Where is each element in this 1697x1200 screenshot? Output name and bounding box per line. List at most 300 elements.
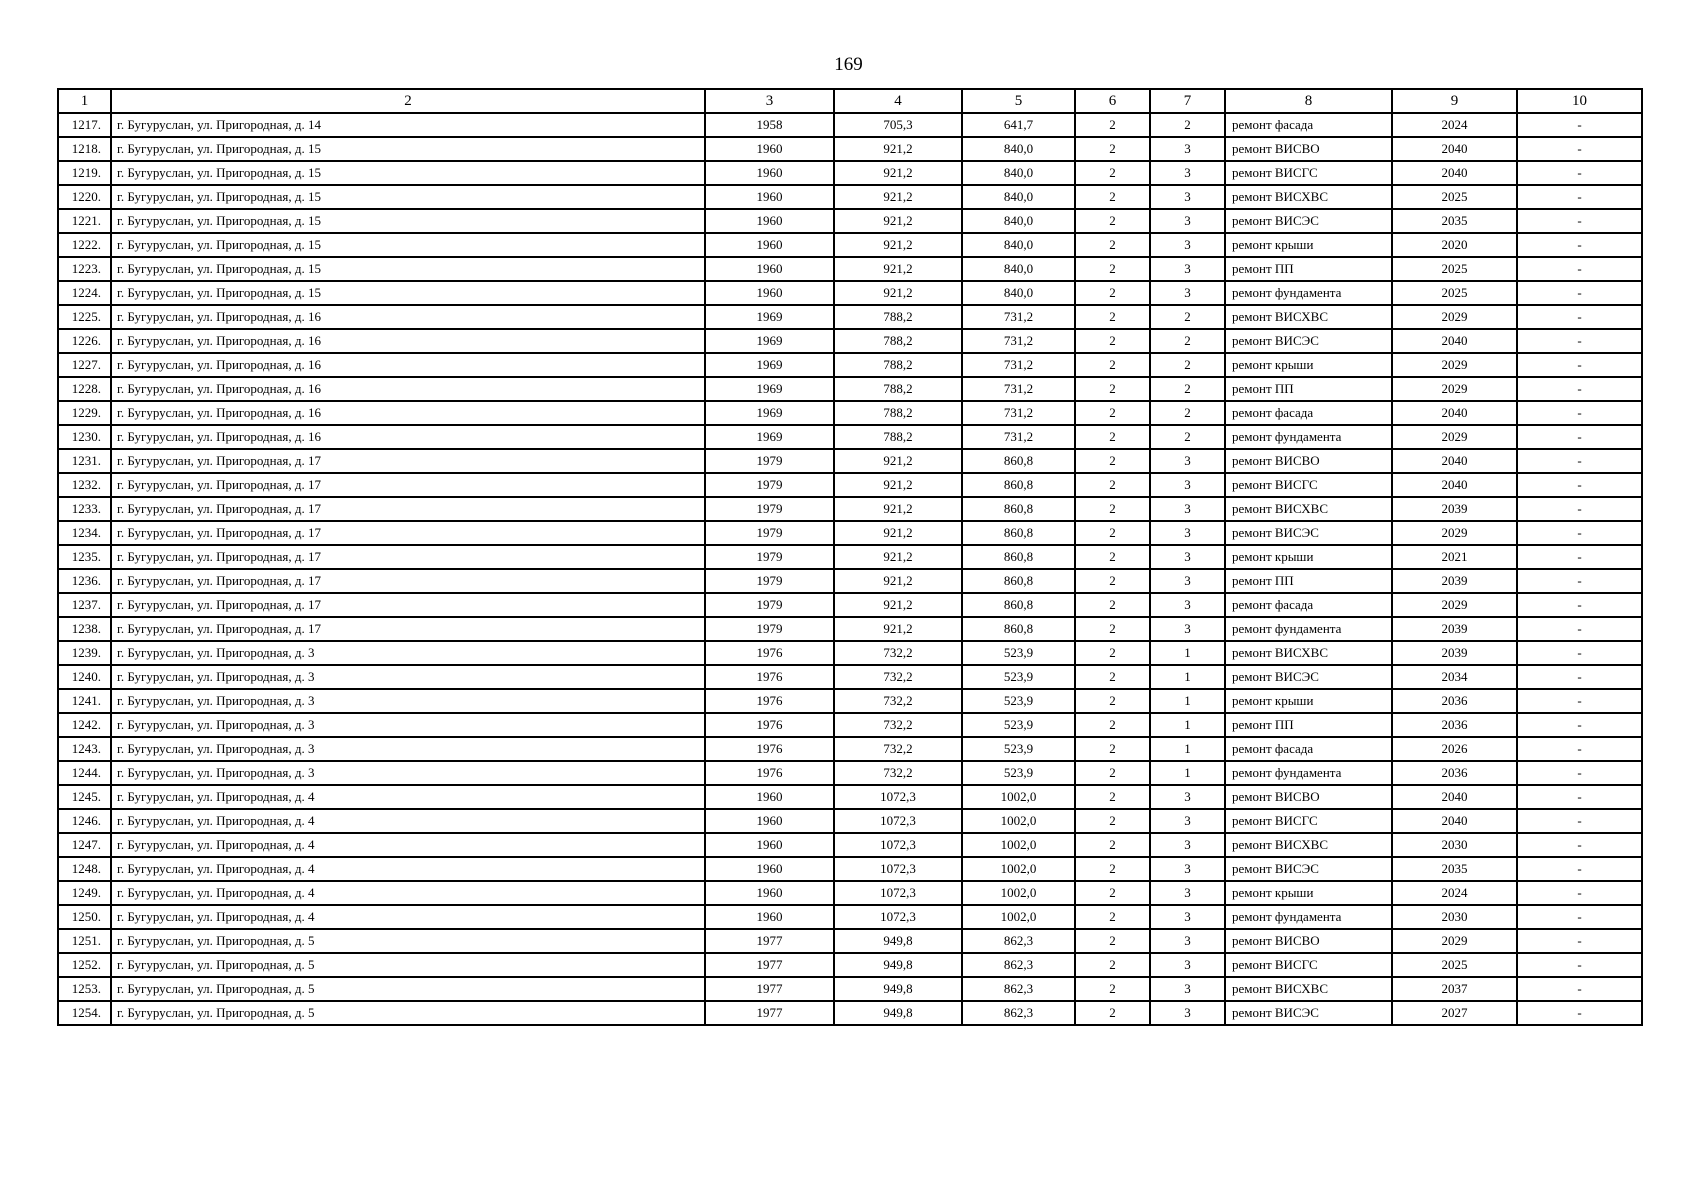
repair-schedule-table <box>57 88 1643 1026</box>
cell-planned-year: 2040 <box>1392 809 1517 833</box>
cell-row-number: 1232. <box>58 473 111 497</box>
cell-work-type: ремонт фундамента <box>1225 281 1392 305</box>
table-row <box>58 497 1642 521</box>
cell-total-area: 705,3 <box>834 113 962 137</box>
cell-row-number: 1246. <box>58 809 111 833</box>
cell-total-area: 949,8 <box>834 929 962 953</box>
cell-address: г. Бугуруслан, ул. Пригородная, д. 14 <box>111 113 705 137</box>
cell-work-type: ремонт ВИСХВС <box>1225 833 1392 857</box>
cell-note: - <box>1517 185 1642 209</box>
table-row <box>58 281 1642 305</box>
cell-total-area: 949,8 <box>834 977 962 1001</box>
cell-planned-year: 2025 <box>1392 953 1517 977</box>
cell-build-year: 1960 <box>705 185 834 209</box>
cell-floors: 2 <box>1075 281 1150 305</box>
cell-living-area: 840,0 <box>962 137 1075 161</box>
cell-planned-year: 2029 <box>1392 305 1517 329</box>
cell-planned-year: 2027 <box>1392 1001 1517 1025</box>
cell-floors: 2 <box>1075 209 1150 233</box>
table-row <box>58 449 1642 473</box>
cell-build-year: 1969 <box>705 305 834 329</box>
cell-note: - <box>1517 809 1642 833</box>
cell-total-area: 921,2 <box>834 161 962 185</box>
cell-total-area: 732,2 <box>834 641 962 665</box>
cell-address: г. Бугуруслан, ул. Пригородная, д. 16 <box>111 401 705 425</box>
cell-build-year: 1960 <box>705 785 834 809</box>
cell-row-number: 1235. <box>58 545 111 569</box>
cell-planned-year: 2037 <box>1392 977 1517 1001</box>
cell-work-type: ремонт фундамента <box>1225 425 1392 449</box>
cell-living-area: 523,9 <box>962 641 1075 665</box>
cell-entrances: 1 <box>1150 737 1225 761</box>
cell-total-area: 1072,3 <box>834 785 962 809</box>
cell-total-area: 921,2 <box>834 233 962 257</box>
cell-note: - <box>1517 593 1642 617</box>
cell-total-area: 732,2 <box>834 665 962 689</box>
table-row <box>58 305 1642 329</box>
table-row <box>58 713 1642 737</box>
cell-row-number: 1229. <box>58 401 111 425</box>
cell-planned-year: 2040 <box>1392 161 1517 185</box>
cell-floors: 2 <box>1075 569 1150 593</box>
cell-build-year: 1979 <box>705 449 834 473</box>
cell-note: - <box>1517 353 1642 377</box>
cell-work-type: ремонт крыши <box>1225 689 1392 713</box>
cell-note: - <box>1517 449 1642 473</box>
cell-address: г. Бугуруслан, ул. Пригородная, д. 17 <box>111 521 705 545</box>
cell-total-area: 732,2 <box>834 761 962 785</box>
cell-living-area: 523,9 <box>962 761 1075 785</box>
cell-build-year: 1976 <box>705 641 834 665</box>
cell-living-area: 731,2 <box>962 329 1075 353</box>
table-row <box>58 521 1642 545</box>
cell-living-area: 1002,0 <box>962 833 1075 857</box>
cell-build-year: 1960 <box>705 161 834 185</box>
cell-entrances: 2 <box>1150 425 1225 449</box>
cell-build-year: 1979 <box>705 593 834 617</box>
table-row <box>58 785 1642 809</box>
table-row <box>58 617 1642 641</box>
cell-floors: 2 <box>1075 545 1150 569</box>
cell-living-area: 840,0 <box>962 161 1075 185</box>
cell-total-area: 788,2 <box>834 401 962 425</box>
cell-row-number: 1218. <box>58 137 111 161</box>
cell-row-number: 1221. <box>58 209 111 233</box>
cell-address: г. Бугуруслан, ул. Пригородная, д. 16 <box>111 425 705 449</box>
cell-row-number: 1231. <box>58 449 111 473</box>
cell-total-area: 921,2 <box>834 473 962 497</box>
cell-entrances: 3 <box>1150 905 1225 929</box>
table-row <box>58 641 1642 665</box>
cell-row-number: 1243. <box>58 737 111 761</box>
cell-build-year: 1977 <box>705 953 834 977</box>
table-row <box>58 329 1642 353</box>
cell-floors: 2 <box>1075 449 1150 473</box>
cell-planned-year: 2020 <box>1392 233 1517 257</box>
cell-floors: 2 <box>1075 833 1150 857</box>
table-row <box>58 473 1642 497</box>
cell-living-area: 1002,0 <box>962 905 1075 929</box>
cell-living-area: 862,3 <box>962 953 1075 977</box>
cell-entrances: 3 <box>1150 209 1225 233</box>
cell-floors: 2 <box>1075 377 1150 401</box>
cell-note: - <box>1517 329 1642 353</box>
cell-address: г. Бугуруслан, ул. Пригородная, д. 5 <box>111 929 705 953</box>
cell-work-type: ремонт крыши <box>1225 353 1392 377</box>
cell-planned-year: 2040 <box>1392 449 1517 473</box>
cell-build-year: 1969 <box>705 353 834 377</box>
cell-floors: 2 <box>1075 497 1150 521</box>
table-row <box>58 977 1642 1001</box>
cell-planned-year: 2034 <box>1392 665 1517 689</box>
cell-total-area: 921,2 <box>834 257 962 281</box>
column-header-1: 1 <box>58 89 111 113</box>
cell-planned-year: 2036 <box>1392 689 1517 713</box>
cell-address: г. Бугуруслан, ул. Пригородная, д. 3 <box>111 689 705 713</box>
cell-living-area: 523,9 <box>962 665 1075 689</box>
cell-floors: 2 <box>1075 977 1150 1001</box>
cell-build-year: 1958 <box>705 113 834 137</box>
cell-address: г. Бугуруслан, ул. Пригородная, д. 15 <box>111 257 705 281</box>
table-row <box>58 737 1642 761</box>
cell-build-year: 1969 <box>705 329 834 353</box>
cell-address: г. Бугуруслан, ул. Пригородная, д. 4 <box>111 857 705 881</box>
cell-total-area: 788,2 <box>834 305 962 329</box>
cell-total-area: 949,8 <box>834 953 962 977</box>
cell-planned-year: 2040 <box>1392 785 1517 809</box>
cell-living-area: 1002,0 <box>962 881 1075 905</box>
cell-living-area: 1002,0 <box>962 785 1075 809</box>
cell-note: - <box>1517 425 1642 449</box>
cell-row-number: 1234. <box>58 521 111 545</box>
cell-address: г. Бугуруслан, ул. Пригородная, д. 5 <box>111 1001 705 1025</box>
cell-address: г. Бугуруслан, ул. Пригородная, д. 4 <box>111 905 705 929</box>
cell-build-year: 1979 <box>705 521 834 545</box>
cell-work-type: ремонт ВИСВО <box>1225 137 1392 161</box>
cell-living-area: 860,8 <box>962 545 1075 569</box>
cell-work-type: ремонт ВИСХВС <box>1225 185 1392 209</box>
cell-floors: 2 <box>1075 905 1150 929</box>
cell-note: - <box>1517 545 1642 569</box>
cell-address: г. Бугуруслан, ул. Пригородная, д. 4 <box>111 809 705 833</box>
cell-floors: 2 <box>1075 137 1150 161</box>
cell-work-type: ремонт ВИСВО <box>1225 785 1392 809</box>
cell-total-area: 732,2 <box>834 737 962 761</box>
cell-living-area: 862,3 <box>962 929 1075 953</box>
cell-floors: 2 <box>1075 593 1150 617</box>
cell-build-year: 1960 <box>705 905 834 929</box>
cell-build-year: 1960 <box>705 833 834 857</box>
cell-build-year: 1969 <box>705 401 834 425</box>
cell-entrances: 3 <box>1150 857 1225 881</box>
cell-floors: 2 <box>1075 857 1150 881</box>
cell-row-number: 1252. <box>58 953 111 977</box>
cell-work-type: ремонт ВИСЭС <box>1225 329 1392 353</box>
cell-address: г. Бугуруслан, ул. Пригородная, д. 15 <box>111 137 705 161</box>
cell-build-year: 1960 <box>705 233 834 257</box>
table-row <box>58 545 1642 569</box>
cell-note: - <box>1517 281 1642 305</box>
cell-floors: 2 <box>1075 689 1150 713</box>
cell-floors: 2 <box>1075 737 1150 761</box>
cell-work-type: ремонт ВИСГС <box>1225 161 1392 185</box>
cell-total-area: 732,2 <box>834 713 962 737</box>
cell-planned-year: 2025 <box>1392 281 1517 305</box>
cell-address: г. Бугуруслан, ул. Пригородная, д. 3 <box>111 641 705 665</box>
cell-build-year: 1979 <box>705 497 834 521</box>
cell-row-number: 1239. <box>58 641 111 665</box>
cell-address: г. Бугуруслан, ул. Пригородная, д. 15 <box>111 233 705 257</box>
cell-build-year: 1969 <box>705 377 834 401</box>
cell-planned-year: 2040 <box>1392 401 1517 425</box>
table-row <box>58 113 1642 137</box>
cell-entrances: 1 <box>1150 713 1225 737</box>
cell-address: г. Бугуруслан, ул. Пригородная, д. 3 <box>111 737 705 761</box>
cell-floors: 2 <box>1075 233 1150 257</box>
cell-build-year: 1969 <box>705 425 834 449</box>
cell-living-area: 860,8 <box>962 521 1075 545</box>
cell-note: - <box>1517 665 1642 689</box>
cell-build-year: 1976 <box>705 665 834 689</box>
cell-living-area: 840,0 <box>962 257 1075 281</box>
cell-planned-year: 2039 <box>1392 497 1517 521</box>
cell-work-type: ремонт фундамента <box>1225 905 1392 929</box>
cell-work-type: ремонт ПП <box>1225 257 1392 281</box>
cell-living-area: 862,3 <box>962 1001 1075 1025</box>
cell-planned-year: 2021 <box>1392 545 1517 569</box>
cell-note: - <box>1517 521 1642 545</box>
cell-note: - <box>1517 305 1642 329</box>
cell-work-type: ремонт ПП <box>1225 377 1392 401</box>
cell-total-area: 1072,3 <box>834 857 962 881</box>
cell-work-type: ремонт ВИСЭС <box>1225 665 1392 689</box>
cell-planned-year: 2036 <box>1392 713 1517 737</box>
column-header-3: 3 <box>705 89 834 113</box>
cell-row-number: 1253. <box>58 977 111 1001</box>
cell-row-number: 1217. <box>58 113 111 137</box>
cell-note: - <box>1517 113 1642 137</box>
cell-build-year: 1960 <box>705 209 834 233</box>
cell-entrances: 3 <box>1150 497 1225 521</box>
cell-floors: 2 <box>1075 761 1150 785</box>
cell-note: - <box>1517 137 1642 161</box>
cell-entrances: 2 <box>1150 377 1225 401</box>
cell-work-type: ремонт фундамента <box>1225 617 1392 641</box>
cell-note: - <box>1517 881 1642 905</box>
cell-row-number: 1242. <box>58 713 111 737</box>
cell-address: г. Бугуруслан, ул. Пригородная, д. 3 <box>111 761 705 785</box>
column-header-9: 9 <box>1392 89 1517 113</box>
cell-work-type: ремонт ВИСЭС <box>1225 521 1392 545</box>
table-row <box>58 353 1642 377</box>
table-row <box>58 833 1642 857</box>
cell-note: - <box>1517 1001 1642 1025</box>
cell-total-area: 921,2 <box>834 497 962 521</box>
cell-build-year: 1977 <box>705 977 834 1001</box>
cell-note: - <box>1517 857 1642 881</box>
cell-total-area: 921,2 <box>834 209 962 233</box>
cell-note: - <box>1517 617 1642 641</box>
cell-entrances: 2 <box>1150 113 1225 137</box>
cell-planned-year: 2025 <box>1392 257 1517 281</box>
cell-row-number: 1223. <box>58 257 111 281</box>
cell-entrances: 3 <box>1150 473 1225 497</box>
cell-build-year: 1960 <box>705 137 834 161</box>
cell-total-area: 921,2 <box>834 185 962 209</box>
cell-work-type: ремонт фасада <box>1225 593 1392 617</box>
cell-floors: 2 <box>1075 641 1150 665</box>
cell-living-area: 1002,0 <box>962 857 1075 881</box>
cell-entrances: 2 <box>1150 329 1225 353</box>
cell-living-area: 840,0 <box>962 209 1075 233</box>
cell-entrances: 3 <box>1150 449 1225 473</box>
cell-planned-year: 2029 <box>1392 929 1517 953</box>
cell-build-year: 1960 <box>705 281 834 305</box>
cell-address: г. Бугуруслан, ул. Пригородная, д. 16 <box>111 305 705 329</box>
cell-floors: 2 <box>1075 353 1150 377</box>
cell-entrances: 3 <box>1150 977 1225 1001</box>
cell-entrances: 3 <box>1150 953 1225 977</box>
cell-total-area: 949,8 <box>834 1001 962 1025</box>
cell-work-type: ремонт фундамента <box>1225 761 1392 785</box>
cell-total-area: 921,2 <box>834 449 962 473</box>
cell-total-area: 921,2 <box>834 545 962 569</box>
cell-row-number: 1250. <box>58 905 111 929</box>
cell-planned-year: 2039 <box>1392 641 1517 665</box>
cell-work-type: ремонт ВИСЭС <box>1225 857 1392 881</box>
cell-build-year: 1960 <box>705 809 834 833</box>
cell-row-number: 1251. <box>58 929 111 953</box>
cell-entrances: 3 <box>1150 137 1225 161</box>
cell-address: г. Бугуруслан, ул. Пригородная, д. 17 <box>111 497 705 521</box>
cell-planned-year: 2029 <box>1392 353 1517 377</box>
cell-entrances: 3 <box>1150 881 1225 905</box>
cell-row-number: 1241. <box>58 689 111 713</box>
table-row <box>58 809 1642 833</box>
cell-entrances: 3 <box>1150 161 1225 185</box>
cell-work-type: ремонт ВИСВО <box>1225 449 1392 473</box>
cell-living-area: 1002,0 <box>962 809 1075 833</box>
cell-build-year: 1979 <box>705 473 834 497</box>
cell-address: г. Бугуруслан, ул. Пригородная, д. 17 <box>111 569 705 593</box>
cell-build-year: 1960 <box>705 881 834 905</box>
cell-planned-year: 2030 <box>1392 833 1517 857</box>
cell-living-area: 523,9 <box>962 737 1075 761</box>
cell-work-type: ремонт ВИСГС <box>1225 953 1392 977</box>
cell-row-number: 1228. <box>58 377 111 401</box>
cell-work-type: ремонт фасада <box>1225 113 1392 137</box>
table-row <box>58 857 1642 881</box>
cell-note: - <box>1517 905 1642 929</box>
cell-row-number: 1227. <box>58 353 111 377</box>
cell-living-area: 860,8 <box>962 593 1075 617</box>
cell-entrances: 1 <box>1150 761 1225 785</box>
cell-note: - <box>1517 569 1642 593</box>
cell-total-area: 921,2 <box>834 593 962 617</box>
column-header-6: 6 <box>1075 89 1150 113</box>
cell-entrances: 3 <box>1150 233 1225 257</box>
cell-living-area: 523,9 <box>962 713 1075 737</box>
cell-build-year: 1976 <box>705 761 834 785</box>
table-row <box>58 185 1642 209</box>
cell-build-year: 1960 <box>705 857 834 881</box>
table-body <box>58 113 1642 1025</box>
table-row <box>58 929 1642 953</box>
cell-floors: 2 <box>1075 953 1150 977</box>
cell-note: - <box>1517 209 1642 233</box>
cell-planned-year: 2036 <box>1392 761 1517 785</box>
cell-build-year: 1977 <box>705 929 834 953</box>
cell-work-type: ремонт крыши <box>1225 545 1392 569</box>
cell-note: - <box>1517 953 1642 977</box>
cell-floors: 2 <box>1075 785 1150 809</box>
cell-work-type: ремонт ВИСГС <box>1225 809 1392 833</box>
cell-total-area: 788,2 <box>834 377 962 401</box>
table-row <box>58 905 1642 929</box>
cell-living-area: 731,2 <box>962 377 1075 401</box>
cell-work-type: ремонт крыши <box>1225 233 1392 257</box>
column-header-5: 5 <box>962 89 1075 113</box>
cell-work-type: ремонт ВИСХВС <box>1225 305 1392 329</box>
table-row <box>58 881 1642 905</box>
cell-note: - <box>1517 641 1642 665</box>
cell-note: - <box>1517 257 1642 281</box>
table-row <box>58 377 1642 401</box>
table-row <box>58 209 1642 233</box>
table-row <box>58 761 1642 785</box>
cell-entrances: 3 <box>1150 185 1225 209</box>
cell-living-area: 860,8 <box>962 569 1075 593</box>
table-row <box>58 401 1642 425</box>
cell-floors: 2 <box>1075 161 1150 185</box>
column-header-10: 10 <box>1517 89 1642 113</box>
column-header-4: 4 <box>834 89 962 113</box>
page-number: 169 <box>834 54 863 75</box>
cell-build-year: 1976 <box>705 689 834 713</box>
table-row <box>58 425 1642 449</box>
cell-address: г. Бугуруслан, ул. Пригородная, д. 4 <box>111 881 705 905</box>
cell-row-number: 1222. <box>58 233 111 257</box>
cell-address: г. Бугуруслан, ул. Пригородная, д. 15 <box>111 209 705 233</box>
cell-planned-year: 2040 <box>1392 137 1517 161</box>
cell-row-number: 1254. <box>58 1001 111 1025</box>
cell-work-type: ремонт ПП <box>1225 713 1392 737</box>
cell-entrances: 3 <box>1150 593 1225 617</box>
cell-total-area: 921,2 <box>834 569 962 593</box>
cell-note: - <box>1517 401 1642 425</box>
cell-planned-year: 2024 <box>1392 113 1517 137</box>
cell-total-area: 732,2 <box>834 689 962 713</box>
header-row <box>58 89 1642 113</box>
table-row <box>58 161 1642 185</box>
cell-entrances: 3 <box>1150 545 1225 569</box>
cell-entrances: 2 <box>1150 305 1225 329</box>
cell-entrances: 3 <box>1150 617 1225 641</box>
cell-entrances: 1 <box>1150 665 1225 689</box>
cell-entrances: 3 <box>1150 809 1225 833</box>
cell-living-area: 523,9 <box>962 689 1075 713</box>
cell-entrances: 3 <box>1150 929 1225 953</box>
cell-planned-year: 2025 <box>1392 185 1517 209</box>
cell-floors: 2 <box>1075 521 1150 545</box>
cell-planned-year: 2039 <box>1392 617 1517 641</box>
table-header <box>58 89 1642 113</box>
cell-note: - <box>1517 929 1642 953</box>
cell-work-type: ремонт фасада <box>1225 737 1392 761</box>
cell-living-area: 731,2 <box>962 425 1075 449</box>
cell-living-area: 731,2 <box>962 353 1075 377</box>
cell-floors: 2 <box>1075 401 1150 425</box>
